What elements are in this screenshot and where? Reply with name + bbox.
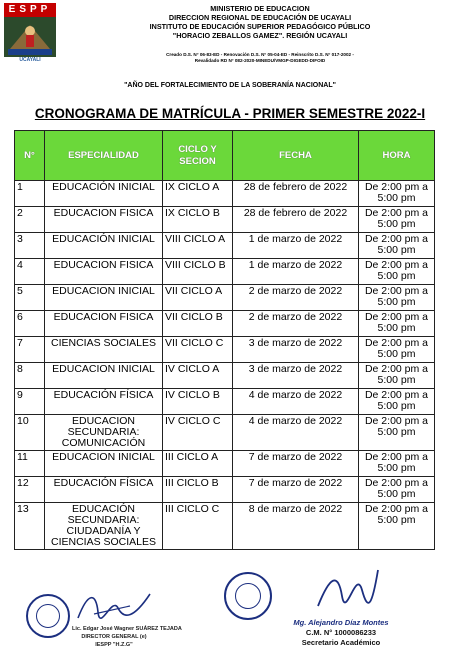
- row-time: De 2:00 pm a 5:00 pm: [359, 415, 435, 451]
- document-header: [0, 0, 460, 78]
- row-cycle: IV CICLO C: [163, 415, 233, 451]
- table-row: [15, 363, 435, 389]
- director-handwritten-signature-icon: [74, 588, 154, 624]
- row-number: 7: [15, 337, 45, 363]
- legal-line-2: Revalidado RD N° 082-2020-MINEDU/VMGP-DIGEDD-DIFOID: [194, 58, 326, 63]
- row-specialty: EDUCACION FISICA: [45, 311, 163, 337]
- row-cycle: IV CICLO A: [163, 363, 233, 389]
- row-cycle: III CICLO B: [163, 477, 233, 503]
- row-number: 8: [15, 363, 45, 389]
- row-number: 11: [15, 451, 45, 477]
- row-cycle: VIII CICLO A: [163, 233, 233, 259]
- director-seal-icon: [26, 594, 70, 638]
- row-cycle: VII CICLO C: [163, 337, 233, 363]
- row-date: 7 de marzo de 2022: [233, 451, 359, 477]
- institute-name-line: "HORACIO ZEBALLOS GAMEZ". REGIÓN UCAYALI: [172, 31, 348, 40]
- secretary-role: Secretario Académico: [301, 638, 381, 647]
- logo-caption: UCAYALI: [19, 57, 41, 63]
- table-row: [15, 259, 435, 285]
- table-row: [15, 285, 435, 311]
- row-number: 2: [15, 207, 45, 233]
- enrollment-schedule-table: [14, 130, 435, 550]
- row-date: 28 de febrero de 2022: [233, 207, 359, 233]
- document-title: CRONOGRAMA DE MATRÍCULA - PRIMER SEMESTRE 2022-I: [34, 106, 426, 121]
- row-date: 7 de marzo de 2022: [233, 477, 359, 503]
- legal-line-1: Creado D.S. N° 06-83-ED - Renovación D.S. N° 05-04-ED - Reinscrito D.S. N° 017-2002 -: [166, 52, 354, 57]
- table-header-row: [15, 131, 435, 181]
- row-date: 4 de marzo de 2022: [233, 415, 359, 451]
- row-cycle: IV CICLO B: [163, 389, 233, 415]
- row-time: De 2:00 pm a 5:00 pm: [359, 181, 435, 207]
- director-institution: IESPP "H.Z.G": [95, 642, 133, 648]
- row-number: 10: [15, 415, 45, 451]
- logo-emblem: [4, 17, 56, 57]
- row-time: De 2:00 pm a 5:00 pm: [359, 389, 435, 415]
- row-number: 4: [15, 259, 45, 285]
- row-specialty: EDUCACION FISICA: [45, 259, 163, 285]
- row-specialty: EDUCACION FISICA: [45, 207, 163, 233]
- table-row: [15, 181, 435, 207]
- table-row: [15, 477, 435, 503]
- row-specialty: EDUCACION INICIAL: [45, 451, 163, 477]
- row-number: 13: [15, 503, 45, 550]
- table-row: [15, 311, 435, 337]
- secretary-name: Mg. Alejandro Díaz Montes: [293, 618, 389, 627]
- secretary-id: C.M. N° 1000086233: [305, 628, 377, 637]
- row-date: 3 de marzo de 2022: [233, 337, 359, 363]
- row-time: De 2:00 pm a 5:00 pm: [359, 285, 435, 311]
- row-time: De 2:00 pm a 5:00 pm: [359, 477, 435, 503]
- row-number: 6: [15, 311, 45, 337]
- secretary-seal-icon: [224, 572, 272, 620]
- director-name: Lic. Edgar José Wagner SUÁREZ TEJADA: [72, 626, 182, 632]
- emblem-figure-icon: [4, 17, 56, 57]
- row-date: 1 de marzo de 2022: [233, 233, 359, 259]
- row-date: 28 de febrero de 2022: [233, 181, 359, 207]
- col-header-time: HORA: [359, 131, 435, 181]
- row-time: De 2:00 pm a 5:00 pm: [359, 207, 435, 233]
- row-specialty: EDUCACION SECUNDARIA: COMUNICACIÓN: [45, 415, 163, 451]
- row-cycle: VII CICLO A: [163, 285, 233, 311]
- row-date: 1 de marzo de 2022: [233, 259, 359, 285]
- director-signature-block: [22, 586, 182, 658]
- ministry-line: MINISTERIO DE EDUCACION: [210, 4, 310, 13]
- table-row: [15, 415, 435, 451]
- table-row: [15, 451, 435, 477]
- row-cycle: IX CICLO B: [163, 207, 233, 233]
- row-number: 3: [15, 233, 45, 259]
- row-date: 3 de marzo de 2022: [233, 363, 359, 389]
- row-time: De 2:00 pm a 5:00 pm: [359, 451, 435, 477]
- table-row: [15, 503, 435, 550]
- row-time: De 2:00 pm a 5:00 pm: [359, 363, 435, 389]
- row-specialty: CIENCIAS SOCIALES: [45, 337, 163, 363]
- secretary-signature-block: [222, 566, 422, 658]
- secretary-handwritten-signature-icon: [312, 566, 382, 612]
- row-specialty: EDUCACION INICIAL: [45, 363, 163, 389]
- row-specialty: EDUCACIÓN FÍSICA: [45, 477, 163, 503]
- row-number: 5: [15, 285, 45, 311]
- table-row: [15, 389, 435, 415]
- row-specialty: EDUCACIÓN INICIAL: [45, 181, 163, 207]
- row-time: De 2:00 pm a 5:00 pm: [359, 503, 435, 550]
- director-role: DIRECTOR GENERAL (e): [81, 634, 147, 640]
- table-row: [15, 337, 435, 363]
- row-number: 9: [15, 389, 45, 415]
- row-specialty: EDUCACIÓN SECUNDARIA: CIUDADANÍA Y CIENCIAS SOCIALES: [45, 503, 163, 550]
- row-cycle: III CICLO A: [163, 451, 233, 477]
- row-cycle: VII CICLO B: [163, 311, 233, 337]
- row-time: De 2:00 pm a 5:00 pm: [359, 259, 435, 285]
- row-cycle: VIII CICLO B: [163, 259, 233, 285]
- institute-logo: [4, 3, 56, 65]
- row-specialty: EDUCACIÓN FÍSICA: [45, 389, 163, 415]
- col-header-specialty: ESPECIALIDAD: [45, 131, 163, 181]
- table-row: [15, 207, 435, 233]
- row-time: De 2:00 pm a 5:00 pm: [359, 311, 435, 337]
- row-time: De 2:00 pm a 5:00 pm: [359, 233, 435, 259]
- direction-line: DIRECCION REGIONAL DE EDUCACIÓN DE UCAYALI: [168, 13, 352, 22]
- row-number: 12: [15, 477, 45, 503]
- col-header-date: FECHA: [233, 131, 359, 181]
- row-date: 8 de marzo de 2022: [233, 503, 359, 550]
- logo-banner: ESPP: [4, 3, 56, 17]
- row-time: De 2:00 pm a 5:00 pm: [359, 337, 435, 363]
- year-motto: "AÑO DEL FORTALECIMIENTO DE LA SOBERANÍA NACIONAL": [124, 82, 336, 89]
- col-header-cycle: CICLO Y SECION: [163, 131, 233, 181]
- col-header-number: N°: [15, 131, 45, 181]
- table-row: [15, 233, 435, 259]
- row-date: 2 de marzo de 2022: [233, 285, 359, 311]
- row-cycle: IX CICLO A: [163, 181, 233, 207]
- row-date: 2 de marzo de 2022: [233, 311, 359, 337]
- row-specialty: EDUCACION INICIAL: [45, 285, 163, 311]
- row-specialty: EDUCACIÓN INICIAL: [45, 233, 163, 259]
- row-date: 4 de marzo de 2022: [233, 389, 359, 415]
- institute-line: INSTITUTO DE EDUCACIÓN SUPERIOR PEDAGÓGICO PÚBLICO: [149, 22, 371, 31]
- row-number: 1: [15, 181, 45, 207]
- row-cycle: III CICLO C: [163, 503, 233, 550]
